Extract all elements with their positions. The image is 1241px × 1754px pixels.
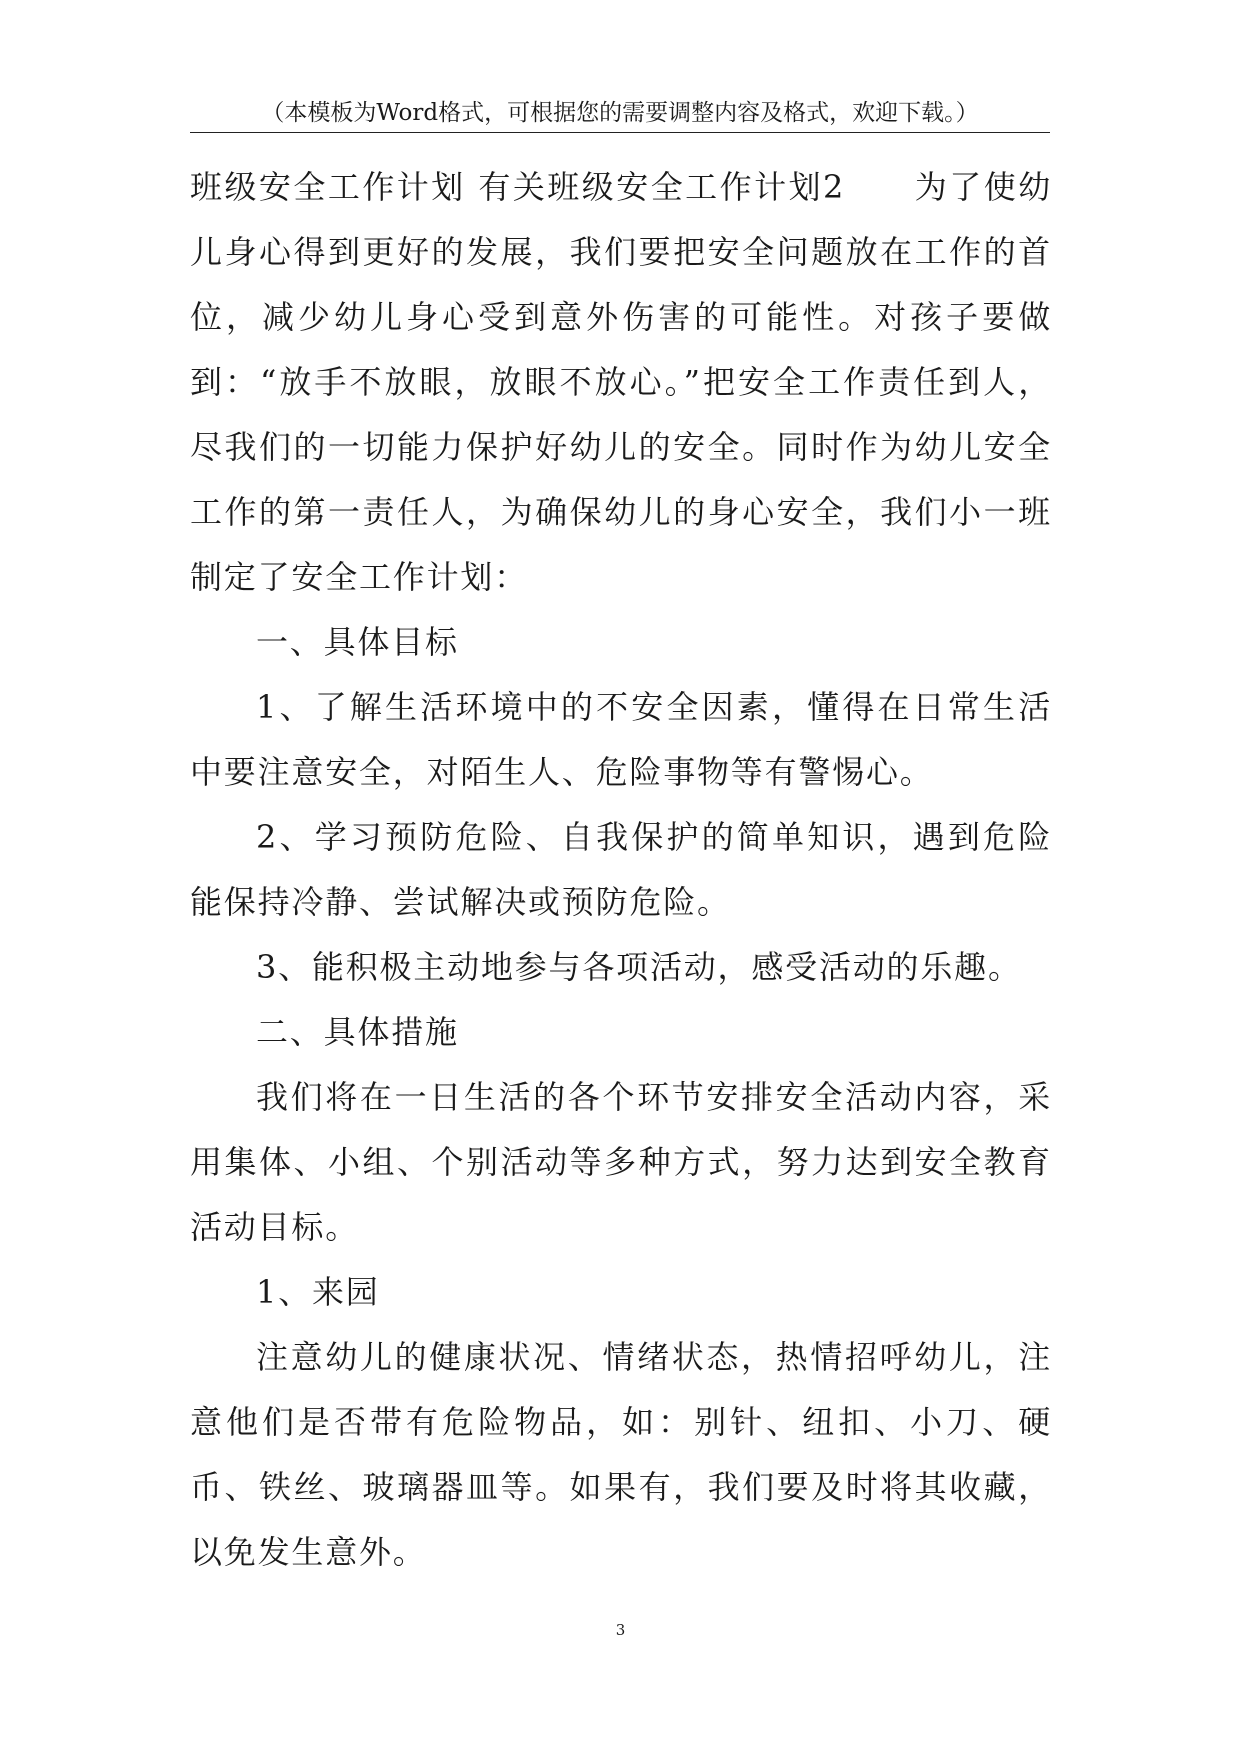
page-number: 3 — [615, 1621, 626, 1639]
intro-paragraph: 班级安全工作计划 有关班级安全工作计划2 为了使幼儿身心得到更好的发展，我们要把安全问题放在工作的首位，减少幼儿身心受到意外伤害的可能性。对孩子要做到：“放手不放眼，放眼不放心。”把安全工作责任到人，尽我们的一切能力保护好幼儿的安全。同时作为幼儿安全工作的第一责任人，为确保幼儿的身心安全，我们小一班制定了安全工作计划： — [190, 168, 1052, 596]
document-body — [190, 155, 1052, 1585]
measures-paragraph: 我们将在一日生活的各个环节安排安全活动内容，采用集体、小组、个别活动等多种方式，努力达到安全教育活动目标。 — [190, 1078, 1052, 1246]
section-heading-measures: 二、具体措施 — [256, 1013, 459, 1051]
goal-item-1: 1、了解生活环境中的不安全因素，懂得在日常生活中要注意安全，对陌生人、危险事物等有警惕心。 — [190, 688, 1052, 791]
section-heading-goals: 一、具体目标 — [256, 623, 459, 661]
goal-item-3: 3、能积极主动地参与各项活动，感受活动的乐趣。 — [256, 948, 1022, 986]
template-header-note: （本模板为Word格式，可根据您的需要调整内容及格式，欢迎下载。） — [261, 100, 979, 126]
arrival-paragraph: 注意幼儿的健康状况、情绪状态，热情招呼幼儿，注意他们是否带有危险物品，如：别针、纽扣、小刀、硬币、铁丝、玻璃器皿等。如果有，我们要及时将其收藏，以免发生意外。 — [190, 1338, 1052, 1571]
goal-item-2: 2、学习预防危险、自我保护的简单知识，遇到危险能保持冷静、尝试解决或预防危险。 — [190, 818, 1052, 921]
header-divider — [190, 132, 1050, 133]
subheading-arrival: 1、来园 — [256, 1273, 380, 1311]
